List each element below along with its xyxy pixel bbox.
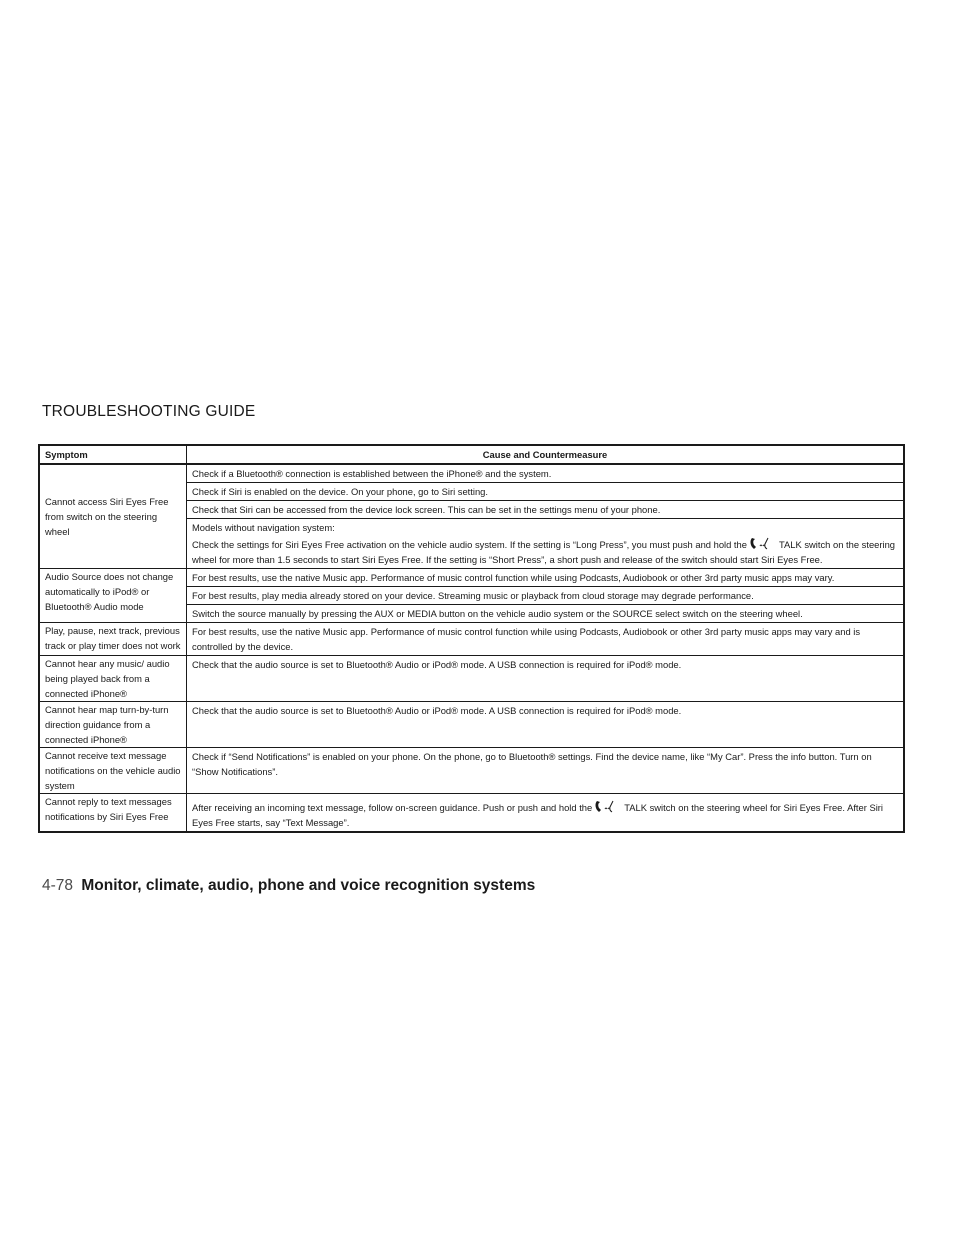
table-row (39, 623, 904, 656)
symptom-cell: Cannot access Siri Eyes Free from switch on the steering wheel (39, 464, 187, 569)
cause-cell: For best results, play media already stored on your device. Streaming music or playback from cloud storage may degrade performance. (187, 587, 905, 605)
cause-cell: For best results, use the native Music app. Performance of music control function while using Podcasts, Audiobook or other 3rd party music apps may vary and is controlled by the device. (187, 623, 905, 656)
symptom-cell: Cannot receive text message notifications on the vehicle audio system (39, 748, 187, 794)
cause-cell (187, 794, 905, 833)
table-row (39, 748, 904, 794)
talk-switch-icon (749, 537, 773, 551)
page-title: TROUBLESHOOTING GUIDE (42, 403, 256, 420)
table-header-row (39, 445, 904, 464)
symptom-cell: Cannot hear any music/ audio being played back from a connected iPhone® (39, 656, 187, 702)
cause-cell: Check that the audio source is set to Bluetooth® Audio or iPod® mode. A USB connection is required for iPod® mode. (187, 702, 905, 748)
cause-cell: Switch the source manually by pressing the AUX or MEDIA button on the vehicle audio system or the SOURCE select switch on the steering wheel. (187, 605, 905, 623)
cause-cell: Check if Siri is enabled on the device. On your phone, go to Siri setting. (187, 483, 905, 501)
cause-text-before: Check the settings for Siri Eyes Free activation on the vehicle audio system. If the setting is “Long Press”, you must push and hold the (192, 539, 747, 550)
troubleshooting-table (38, 444, 905, 833)
column-header-cause: Cause and Countermeasure (187, 445, 905, 464)
cause-cell: Check that the audio source is set to Bluetooth® Audio or iPod® mode. A USB connection is required for iPod® mode. (187, 656, 905, 702)
symptom-cell: Cannot hear map turn-by-turn direction guidance from a connected iPhone® (39, 702, 187, 748)
column-header-symptom: Symptom (39, 445, 187, 464)
symptom-cell: Cannot reply to text messages notifications by Siri Eyes Free (39, 794, 187, 833)
symptom-cell: Audio Source does not change automatically to iPod® or Bluetooth® Audio mode (39, 569, 187, 623)
chapter-title: Monitor, climate, audio, phone and voice recognition systems (81, 877, 536, 894)
cause-text (192, 537, 898, 567)
cause-lead: Models without navigation system: (192, 522, 335, 533)
page-number: 4-78 (42, 877, 74, 894)
cause-cell: Check if a Bluetooth® connection is established between the iPhone® and the system. (187, 464, 905, 483)
cause-text-before: After receiving an incoming text message, follow on-screen guidance. Push or push and hold the (192, 802, 593, 813)
cause-cell: Check if “Send Notifications” is enabled on your phone. On the phone, go to Bluetooth® settings. Find the device name, like “My Car”. Press the info button. Turn on “Show Notifications”. (187, 748, 905, 794)
page-footer (42, 877, 535, 895)
talk-switch-icon (594, 800, 618, 814)
cause-cell (187, 519, 905, 569)
symptom-cell: Play, pause, next track, previous track or play timer does not work (39, 623, 187, 656)
table-row (39, 569, 904, 587)
table-row (39, 702, 904, 748)
table-row (39, 794, 904, 833)
cause-text-after: TALK switch on the steering wheel for more than 1.5 seconds to start Siri Eyes Free. If the setting is “Short Press”, a short push and release of the switch should start Siri Eyes Free. (192, 539, 896, 565)
cause-cell: Check that Siri can be accessed from the device lock screen. This can be set in the settings menu of your phone. (187, 501, 905, 519)
table-row (39, 656, 904, 702)
table-row (39, 464, 904, 483)
cause-text-after: TALK switch on the steering wheel for Siri Eyes Free. After Siri Eyes Free starts, say “Text Message”. (192, 802, 884, 828)
cause-cell: For best results, use the native Music app. Performance of music control function while using Podcasts, Audiobook or other 3rd party music apps may vary. (187, 569, 905, 587)
